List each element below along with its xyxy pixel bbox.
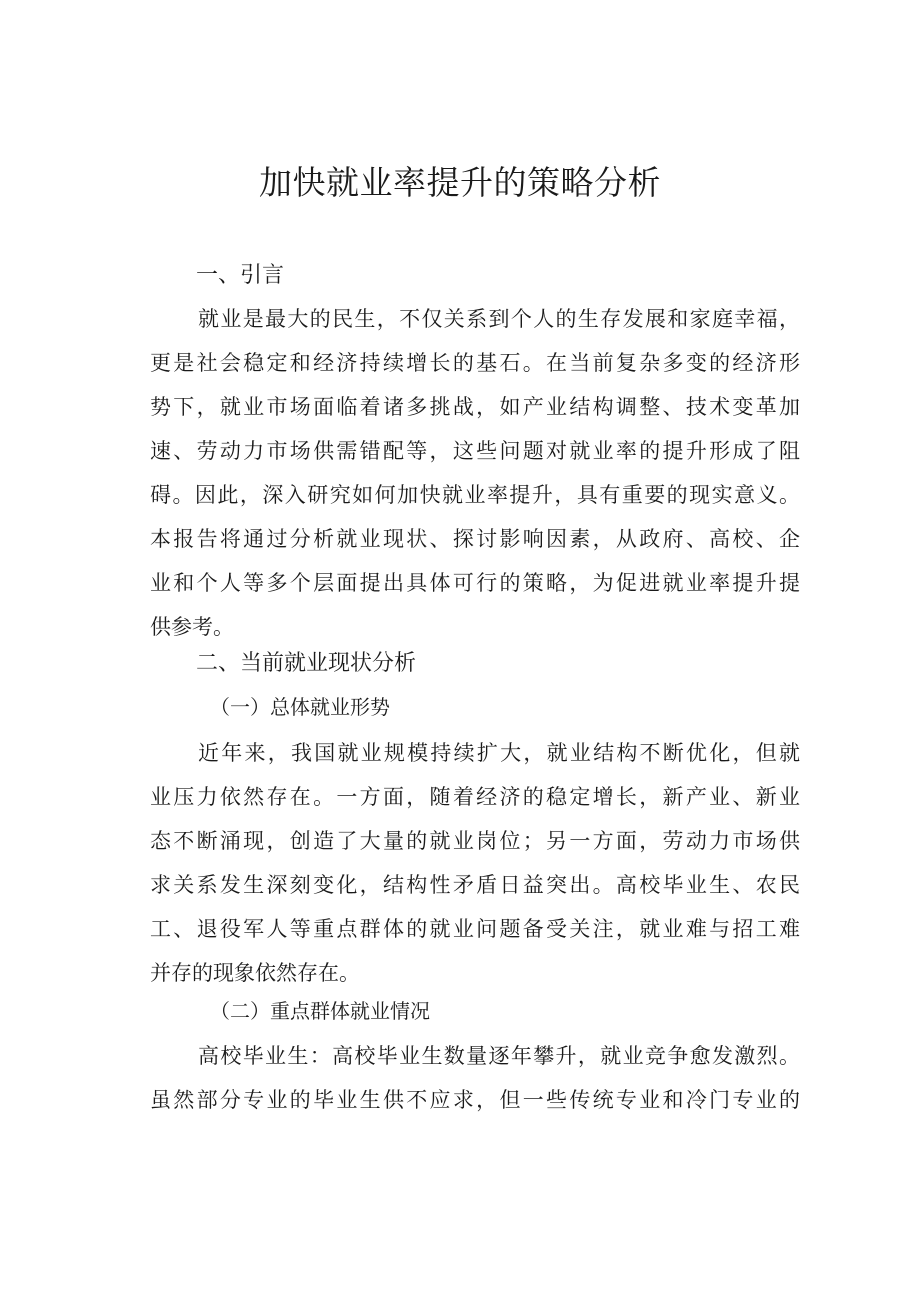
subsection-heading-key-groups: （二）重点群体就业情况	[210, 999, 430, 1023]
paragraph-line: 业压力依然存在。一方面，随着经济的稳定增长，新产业、新业	[150, 785, 800, 809]
paragraph-line: 势下，就业市场面临着诸多挑战，如产业结构调整、技术变革加	[150, 395, 800, 419]
paragraph-line: 求关系发生深刻变化，结构性矛盾日益突出。高校毕业生、农民	[150, 873, 800, 897]
paragraph-line: 工、退役军人等重点群体的就业问题备受关注，就业难与招工难	[150, 917, 800, 941]
paragraph-line: 碍。因此，深入研究如何加快就业率提升，具有重要的现实意义。	[150, 483, 800, 507]
key-groups-paragraph	[150, 1034, 800, 1122]
paragraph-line: 近年来，我国就业规模持续扩大，就业结构不断优化，但就	[198, 741, 800, 765]
subsection-heading-overall: （一）总体就业形势	[210, 695, 390, 719]
overall-situation-paragraph	[150, 731, 800, 995]
paragraph-line: 高校毕业生：高校毕业生数量逐年攀升，就业竞争愈发激烈。	[198, 1044, 800, 1068]
paragraph-line: 本报告将通过分析就业现状、探讨影响因素，从政府、高校、企	[150, 527, 800, 551]
section-heading-current-status: 二、当前就业现状分析	[196, 651, 417, 676]
document-title: 加快就业率提升的策略分析	[259, 163, 661, 202]
paragraph-line: 就业是最大的民生，不仅关系到个人的生存发展和家庭幸福，	[198, 307, 800, 331]
paragraph-line: 虽然部分专业的毕业生供不应求，但一些传统专业和冷门专业的	[150, 1088, 800, 1112]
paragraph-line: 更是社会稳定和经济持续增长的基石。在当前复杂多变的经济形	[150, 351, 800, 375]
section-heading-introduction: 一、引言	[196, 263, 285, 288]
paragraph-line: 并存的现象依然存在。	[150, 961, 360, 985]
paragraph-line: 速、劳动力市场供需错配等，这些问题对就业率的提升形成了阻	[150, 439, 800, 463]
paragraph-line: 态不断涌现，创造了大量的就业岗位；另一方面，劳动力市场供	[150, 829, 800, 853]
introduction-paragraph	[150, 297, 800, 649]
paragraph-line: 供参考。	[150, 615, 234, 639]
paragraph-line: 业和个人等多个层面提出具体可行的策略，为促进就业率提升提	[150, 571, 800, 595]
